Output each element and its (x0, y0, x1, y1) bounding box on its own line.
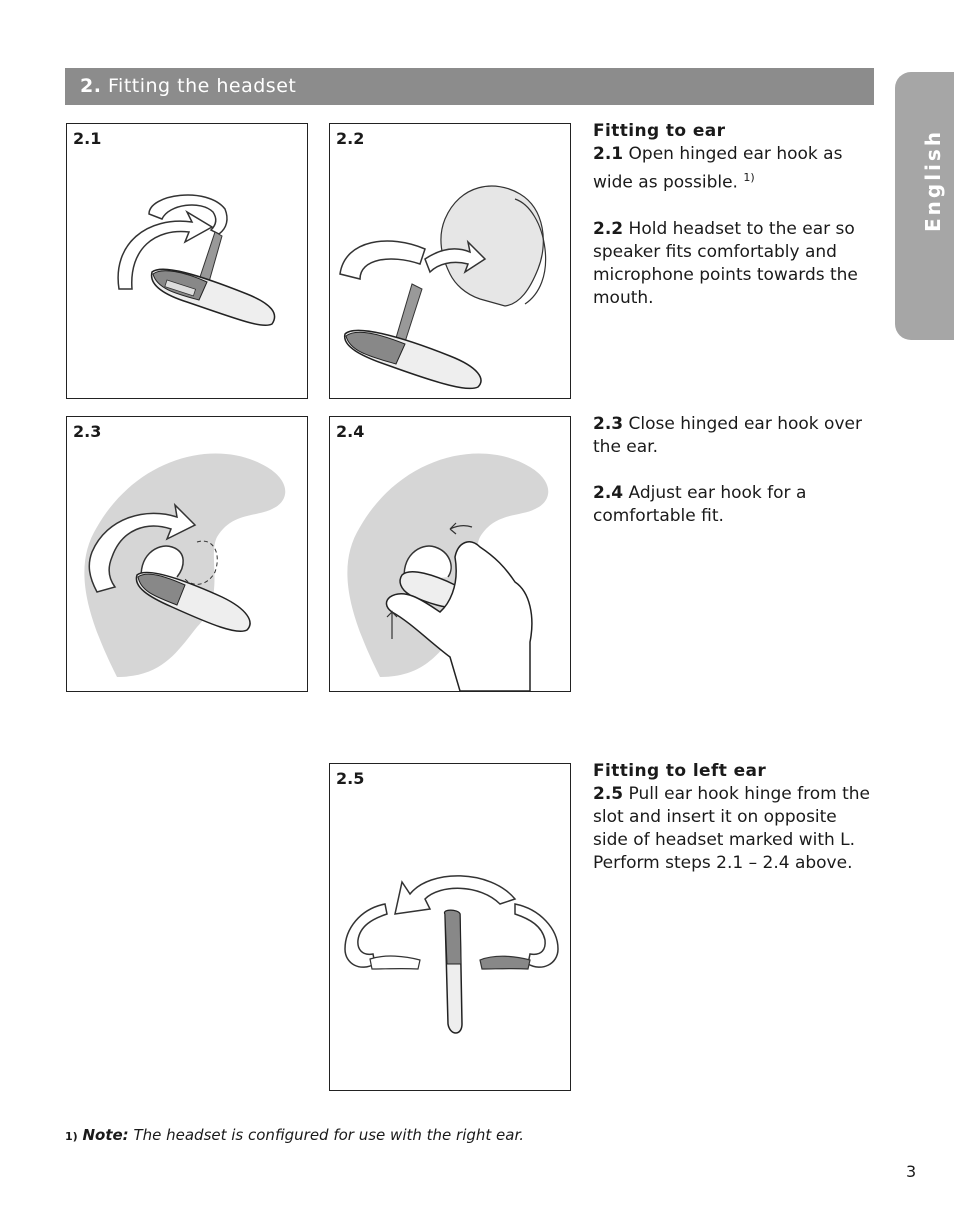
footnote-ref: 1) (743, 171, 755, 184)
figure-2-3 (66, 416, 308, 692)
footnote-text: The headset is configured for use with the right ear. (133, 1126, 525, 1144)
headset-to-ear-illustration (330, 124, 570, 398)
step-2-2 (593, 218, 873, 310)
step-number: 2.4 (593, 483, 624, 503)
step-text: Pull ear hook hinge from the slot and insert it on opposite side of headset marked with L. Perform steps 2.1 – 2.4 above. (593, 784, 870, 873)
figure-2-1 (66, 123, 308, 399)
left-ear-conversion-illustration (330, 764, 570, 1090)
section-heading: Fitting to left ear (593, 761, 767, 781)
page-number: 3 (906, 1162, 917, 1181)
section-header-bar (65, 68, 874, 105)
fitting-to-left-ear-text (593, 760, 873, 875)
figure-2-2 (329, 123, 571, 399)
adjust-ear-hook-illustration (330, 417, 570, 691)
language-tab (895, 72, 954, 340)
figure-2-5 (329, 763, 571, 1091)
step-text: Adjust ear hook for a comfortable fit. (593, 483, 807, 526)
section-title-text: Fitting the headset (108, 75, 297, 97)
figure-label: 2.3 (73, 422, 102, 441)
step-text: Open hinged ear hook as wide as possible. (593, 144, 843, 193)
step-2-5 (593, 783, 873, 875)
step-text: Close hinged ear hook over the ear. (593, 414, 862, 457)
section-number: 2. (80, 75, 102, 97)
footnote-mark: 1) (65, 1130, 78, 1143)
figure-label: 2.4 (336, 422, 365, 441)
step-2-1 (593, 143, 873, 195)
headset-open-hook-illustration (67, 124, 307, 398)
figure-2-4 (329, 416, 571, 692)
fitting-to-ear-text (593, 120, 873, 310)
footnote (65, 1126, 524, 1144)
step-text: Hold headset to the ear so speaker fits comfortably and microphone points towards the mouth. (593, 218, 858, 308)
section-title (80, 75, 296, 97)
language-tab-label: English (921, 128, 945, 232)
close-ear-hook-illustration (67, 417, 307, 691)
footnote-note-label: Note: (82, 1126, 129, 1144)
section-heading: Fitting to ear (593, 121, 726, 141)
figure-label: 2.1 (73, 129, 102, 148)
figure-label: 2.2 (336, 129, 365, 148)
close-adjust-text (593, 413, 873, 528)
step-number: 2.3 (593, 414, 624, 434)
step-number: 2.1 (593, 144, 624, 164)
step-number: 2.2 (593, 218, 624, 239)
figure-label: 2.5 (336, 769, 365, 788)
step-2-3 (593, 413, 873, 459)
step-number: 2.5 (593, 784, 624, 804)
step-2-4 (593, 482, 873, 528)
